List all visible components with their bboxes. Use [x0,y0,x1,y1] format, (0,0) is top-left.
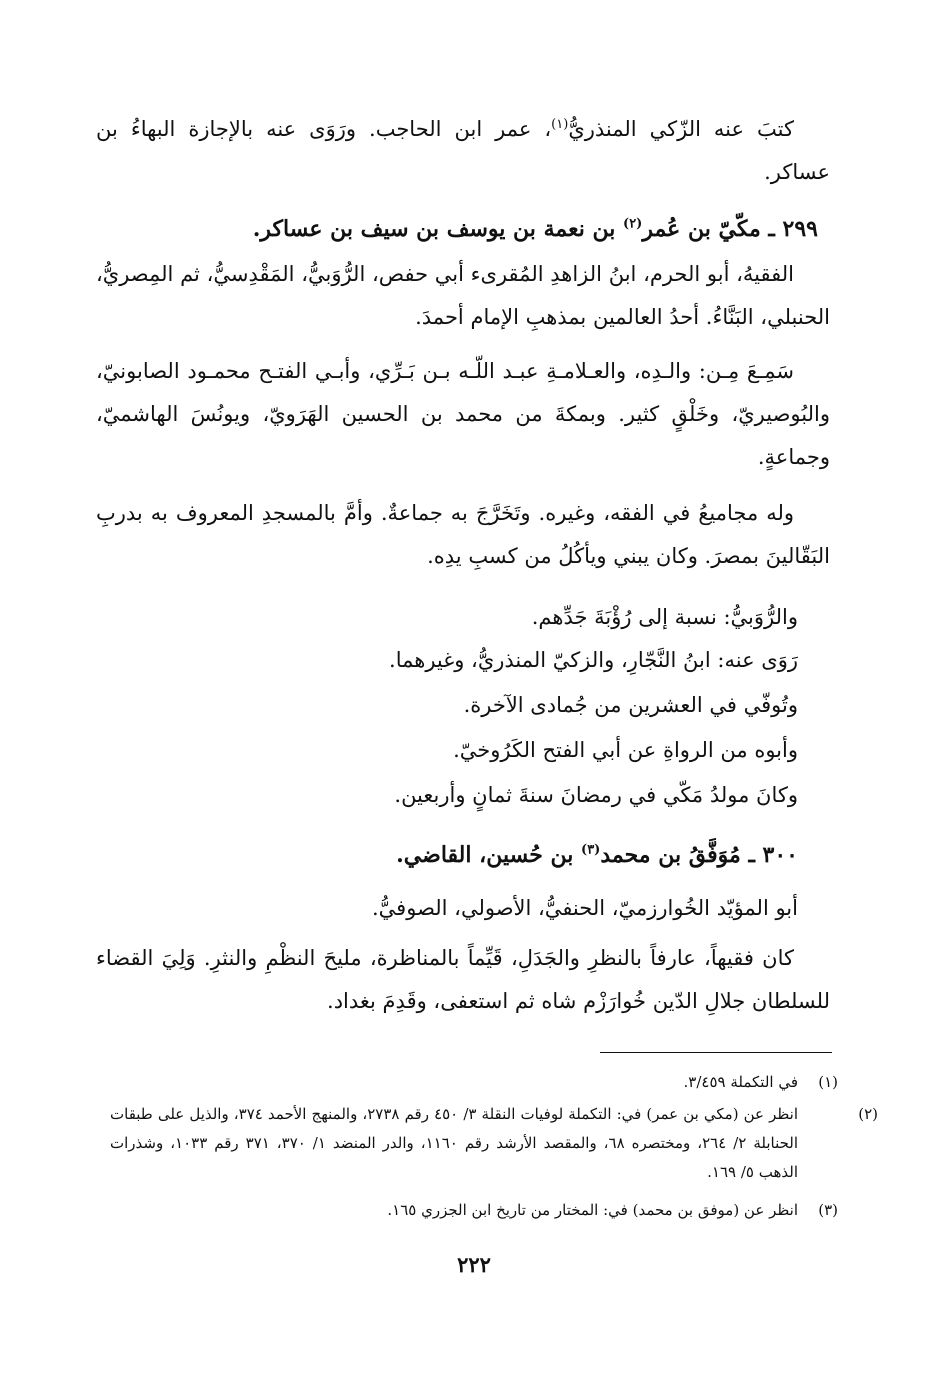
footnote-3 [110,1196,838,1225]
entry-299-nisba: والرُّوَبيُّ: نسبة إلى رُؤْبَةَ جَدِّهم. [531,605,798,629]
footnote-3-text: انظر عن (موفق بن محمد) في: المختار من تاريخ ابن الجزري ١٦٥. [387,1201,798,1219]
footnote-ref-2: (٢) [623,216,643,232]
footnote-3-number: (٣) [818,1201,838,1219]
footnote-1-text: في التكملة ٣/٤٥٩. [683,1073,798,1091]
entry-300-career: كان فقيهاً، عارفاً بالنظرِ والجَدَلِ، قَيِّماً بالمناظرة، مليحَ النظْمِ والنثرِ. وَلِيَ القضاء للسلطان جلالِ الدّين خُوارَزْم شاه ثم استعفى، وقَدِمَ بغداد. [96,946,830,1013]
entry-299-narrators: رَوَى عنه: ابنُ النَّجّارِ، والزكيّ المنذريُّ، وغيرهما. [389,648,798,672]
entry-299-title-b: بن نعمة بن يوسف بن سيف بن عساكر. [252,216,624,242]
entry-299-death: وتُوفّي في العشرين من جُمادى الآخرة. [463,693,798,717]
entry-299-birth: وكانَ مولدُ مَكّي في رمضانَ سنةَ ثمانٍ وأربعين. [394,783,798,807]
footnote-2-number: (٢) [858,1105,879,1123]
footnote-2 [110,1100,879,1187]
footnote-ref-1: (١) [551,117,569,132]
footnote-1-number: (١) [818,1073,838,1091]
entry-299-father: وأبوه من الرواةِ عن أبي الفتح الكَرُوخيّ. [453,738,798,762]
entry-299-heading [96,208,818,251]
entry-299-title-a: ٢٩٩ ـ مكّيّ بن عُمر [642,216,818,242]
footnote-ref-3: (٣) [581,842,601,858]
intro-text-start: كتبَ عنه الزّكي المنذريُّ [568,117,794,141]
entry-299-works: وله مجاميعُ في الفقه، وغيره. وتَخَرَّجَ به جماعةٌ. وأمَّ بالمسجدِ المعروف به بدربِ البَقّالينَ بمصرَ. وكان يبني ويأكُلُ من كسبِ يدِه. [96,501,830,568]
intro-text-rest: ، عمر ابن الحاجب. ورَوَى عنه بالإجازة البهاءُ بن عساكر. [96,117,830,184]
entry-300-title-a: ٣٠٠ ـ مُوَفَّقُ بن محمد [600,842,798,868]
footnote-1 [110,1068,838,1097]
entry-299-bio: الفقيهُ، أبو الحرم، ابنُ الزاهدِ المُقرىء أبي حفص، الرُّوَبيُّ، المَقْدِسيُّ، ثم المِصريُّ، الحنبلي، البَنَّاءُ. أحدُ العالمين بمذهبِ الإمام أحمدَ. [96,262,830,329]
entry-299-teachers: سَمِـعَ مِـن: والـدِه، والعـلامـةِ عبـد اللّـه بـن بَـرِّي، وأبـي الفتـح محمـود الصابونيّ، والبُوصيريّ، وخَلْقٍ كثير. وبمكةَ من محمد بن الحسين الهَرَويّ، ويونُسَ الهاشميّ، وجماعةٍ. [96,359,830,469]
footnote-2-text: انظر عن (مكي بن عمر) في: التكملة لوفيات النقلة ٣/ ٤٥٠ رقم ٢٧٣٨، والمنهج الأحمد ٣٧٤، والذيل على طبقات الحنابلة ٢/ ٢٦٤، ومختصره ٦٨، والمقصد الأرشد رقم ١١٦٠، والدر المنضد ١/ ٣٧٠، ٣٧١ رقم ١٠٣٣، وشذرات الذهب ٥/ ١٦٩. [110,1105,799,1181]
entry-300-heading [96,834,798,877]
entry-300-bio: أبو المؤيّد الخُوارزميّ، الحنفيُّ، الأصولي، الصوفيُّ. [372,896,798,920]
paragraph-intro [96,108,830,194]
footnote-separator [600,1052,832,1053]
page-number: ٢٢٢ [457,1252,491,1277]
entry-300-title-b: بن حُسين، القاضي. [396,842,582,868]
